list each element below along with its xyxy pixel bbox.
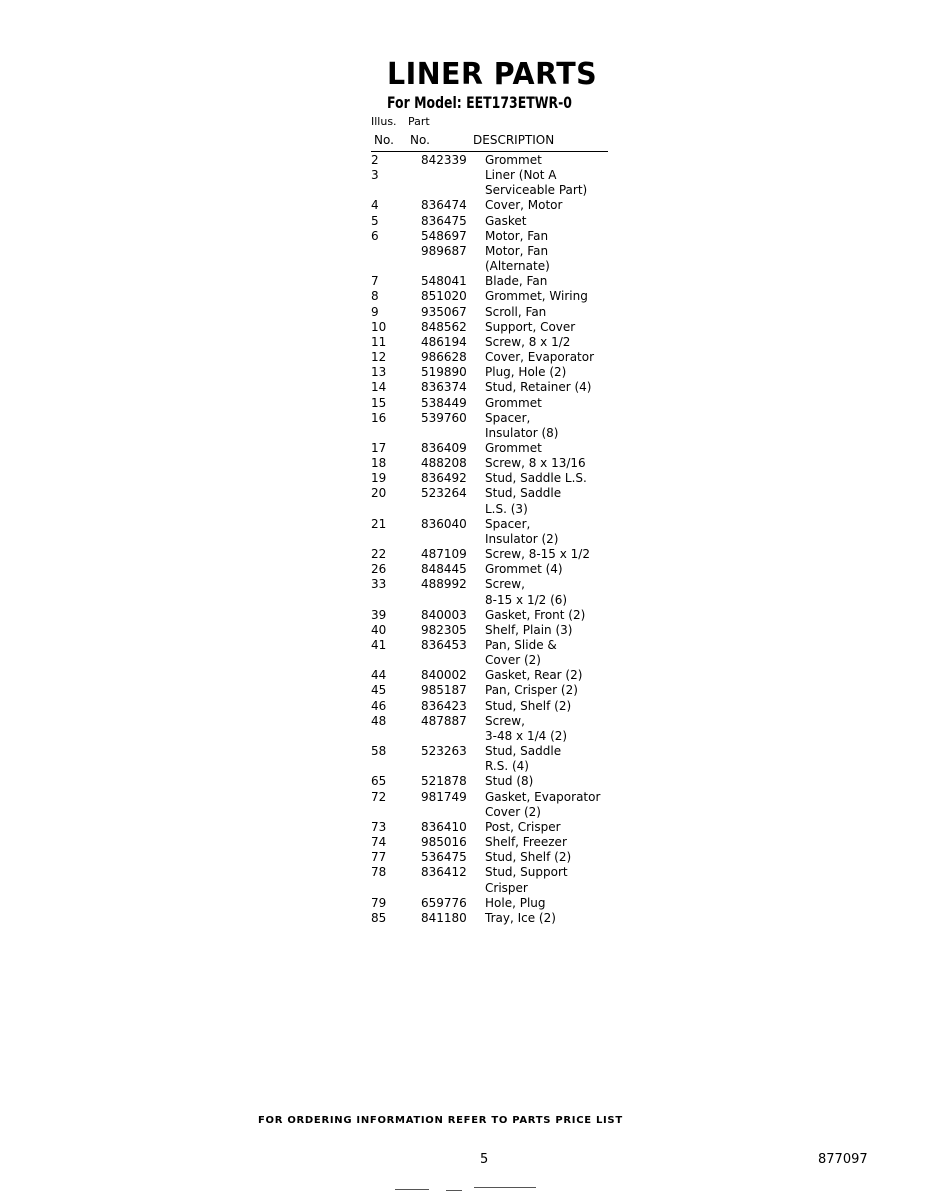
table-row bbox=[371, 335, 611, 350]
illus-number: 78 bbox=[371, 865, 387, 880]
table-row bbox=[371, 577, 611, 607]
part-description: 3-48 x 1/4 (2) bbox=[485, 728, 568, 743]
part-description: (Alternate) bbox=[485, 259, 550, 274]
part-number: 841180 bbox=[421, 910, 467, 925]
model-subtitle: For Model: EET173ETWR-0 bbox=[387, 93, 572, 112]
illus-number: 19 bbox=[371, 471, 387, 486]
table-row bbox=[371, 456, 611, 471]
illus-number: 40 bbox=[371, 622, 387, 637]
illus-number: 39 bbox=[371, 607, 387, 622]
table-row bbox=[371, 441, 611, 456]
part-number: 840003 bbox=[421, 607, 467, 622]
part-number: 523263 bbox=[421, 744, 467, 759]
part-description: R.S. (4) bbox=[485, 759, 529, 774]
illus-number: 79 bbox=[371, 895, 387, 910]
illus-number: 12 bbox=[371, 350, 387, 365]
part-number: 521878 bbox=[421, 774, 467, 789]
table-row bbox=[371, 547, 611, 562]
illus-number: 15 bbox=[371, 395, 387, 410]
scan-artifact bbox=[446, 1190, 462, 1191]
part-description: Shelf, Freezer bbox=[485, 835, 567, 850]
illus-number: 73 bbox=[371, 819, 387, 834]
part-description: Blade, Fan bbox=[485, 274, 548, 289]
table-row bbox=[371, 244, 611, 274]
part-number: 486194 bbox=[421, 334, 467, 349]
table-row bbox=[371, 790, 611, 820]
part-number: 523264 bbox=[421, 486, 467, 501]
table-row bbox=[371, 699, 611, 714]
table-row bbox=[371, 168, 611, 198]
part-number: 985187 bbox=[421, 683, 467, 698]
illus-header-top: Illus. bbox=[371, 115, 397, 128]
table-row bbox=[371, 683, 611, 698]
description-header: DESCRIPTION bbox=[473, 133, 555, 147]
table-row bbox=[371, 486, 611, 516]
part-description: Grommet bbox=[485, 395, 542, 410]
part-number: 548041 bbox=[421, 274, 467, 289]
part-description: Stud, Saddle L.S. bbox=[485, 471, 587, 486]
part-description: Spacer, bbox=[485, 516, 531, 531]
part-number: 836475 bbox=[421, 213, 467, 228]
table-row bbox=[371, 380, 611, 395]
part-header-bottom: No. bbox=[410, 133, 430, 147]
illus-number: 13 bbox=[371, 365, 387, 380]
table-row bbox=[371, 350, 611, 365]
part-number: 848445 bbox=[421, 562, 467, 577]
part-description: Post, Crisper bbox=[485, 819, 561, 834]
table-row bbox=[371, 289, 611, 304]
table-row bbox=[371, 608, 611, 623]
part-number: 981749 bbox=[421, 789, 467, 804]
part-description: Motor, Fan bbox=[485, 228, 549, 243]
document-number: 877097 bbox=[818, 1152, 868, 1167]
illus-number: 22 bbox=[371, 547, 387, 562]
part-description: Gasket bbox=[485, 213, 527, 228]
page-number: 5 bbox=[480, 1152, 489, 1167]
illus-number: 20 bbox=[371, 486, 387, 501]
illus-number: 10 bbox=[371, 319, 387, 334]
part-description: Screw, 8 x 1/2 bbox=[485, 334, 571, 349]
part-number: 836412 bbox=[421, 865, 467, 880]
table-row bbox=[371, 214, 611, 229]
illus-number: 11 bbox=[371, 334, 387, 349]
ordering-note: FOR ORDERING INFORMATION REFER TO PARTS PRICE LIST bbox=[258, 1115, 623, 1126]
part-description: Spacer, bbox=[485, 410, 531, 425]
table-row bbox=[371, 274, 611, 289]
illus-number: 26 bbox=[371, 562, 387, 577]
header-rule bbox=[371, 151, 608, 152]
table-row bbox=[371, 320, 611, 335]
part-number: 836474 bbox=[421, 198, 467, 213]
part-number: 519890 bbox=[421, 365, 467, 380]
table-row bbox=[371, 865, 611, 895]
part-description: Scroll, Fan bbox=[485, 304, 547, 319]
part-description: Screw, bbox=[485, 577, 525, 592]
part-description: Stud, Saddle bbox=[485, 486, 562, 501]
part-number: 836409 bbox=[421, 440, 467, 455]
part-number: 840002 bbox=[421, 668, 467, 683]
part-number: 836423 bbox=[421, 698, 467, 713]
scan-artifact bbox=[474, 1187, 536, 1188]
illus-number: 3 bbox=[371, 168, 379, 183]
part-number: 488992 bbox=[421, 577, 467, 592]
table-row bbox=[371, 668, 611, 683]
illus-number: 74 bbox=[371, 835, 387, 850]
part-number: 986628 bbox=[421, 350, 467, 365]
part-description: Insulator (2) bbox=[485, 531, 559, 546]
part-description: Hole, Plug bbox=[485, 895, 546, 910]
table-row bbox=[371, 305, 611, 320]
table-row bbox=[371, 562, 611, 577]
table-row bbox=[371, 774, 611, 789]
part-description: Grommet (4) bbox=[485, 562, 563, 577]
illus-number: 14 bbox=[371, 380, 387, 395]
table-row bbox=[371, 198, 611, 213]
part-number: 539760 bbox=[421, 410, 467, 425]
part-description: Tray, Ice (2) bbox=[485, 910, 556, 925]
table-row bbox=[371, 911, 611, 926]
part-description: Serviceable Part) bbox=[485, 183, 588, 198]
table-row bbox=[371, 744, 611, 774]
table-row bbox=[371, 365, 611, 380]
illus-number: 17 bbox=[371, 440, 387, 455]
table-row bbox=[371, 850, 611, 865]
part-description: 8-15 x 1/2 (6) bbox=[485, 592, 568, 607]
table-row bbox=[371, 153, 611, 168]
illus-number: 7 bbox=[371, 274, 379, 289]
illus-number: 77 bbox=[371, 850, 387, 865]
part-description: Cover, Evaporator bbox=[485, 350, 595, 365]
part-description: Stud (8) bbox=[485, 774, 534, 789]
part-description: Screw, bbox=[485, 713, 525, 728]
part-description: Crisper bbox=[485, 880, 528, 895]
illus-number: 46 bbox=[371, 698, 387, 713]
part-description: Cover (2) bbox=[485, 653, 541, 668]
illus-number: 85 bbox=[371, 910, 387, 925]
part-number: 836453 bbox=[421, 638, 467, 652]
part-description: Screw, 8-15 x 1/2 bbox=[485, 547, 590, 562]
illus-number: 16 bbox=[371, 410, 387, 425]
table-row bbox=[371, 623, 611, 638]
part-number: 536475 bbox=[421, 850, 467, 865]
table-row bbox=[371, 411, 611, 441]
part-description: Stud, Saddle bbox=[485, 744, 562, 759]
part-number: 935067 bbox=[421, 304, 467, 319]
table-row bbox=[371, 835, 611, 850]
part-description: Cover (2) bbox=[485, 804, 541, 819]
part-number: 487109 bbox=[421, 547, 467, 562]
part-description: Shelf, Plain (3) bbox=[485, 622, 573, 637]
part-number: 851020 bbox=[421, 289, 467, 304]
part-number: 989687 bbox=[421, 243, 467, 258]
part-description: Plug, Hole (2) bbox=[485, 365, 567, 380]
illus-number: 58 bbox=[371, 744, 387, 759]
part-number: 836374 bbox=[421, 380, 467, 395]
part-description: Gasket, Rear (2) bbox=[485, 668, 583, 683]
part-number: 538449 bbox=[421, 395, 467, 410]
part-description: Gasket, Evaporator bbox=[485, 789, 601, 804]
part-description: Stud, Support bbox=[485, 865, 568, 880]
illus-number: 44 bbox=[371, 668, 387, 683]
part-description: Cover, Motor bbox=[485, 198, 563, 213]
part-description: Insulator (8) bbox=[485, 425, 559, 440]
part-header-top: Part bbox=[408, 115, 430, 128]
part-number: 487887 bbox=[421, 713, 467, 728]
illus-number: 18 bbox=[371, 456, 387, 471]
part-description: Motor, Fan bbox=[485, 243, 549, 258]
illus-number: 6 bbox=[371, 228, 379, 243]
part-description: Gasket, Front (2) bbox=[485, 607, 586, 622]
illus-number: 65 bbox=[371, 774, 387, 789]
part-description: L.S. (3) bbox=[485, 501, 528, 516]
illus-number: 45 bbox=[371, 683, 387, 698]
parts-list bbox=[371, 153, 611, 926]
table-row bbox=[371, 517, 611, 547]
illus-number: 8 bbox=[371, 289, 379, 304]
table-row bbox=[371, 396, 611, 411]
part-number: 985016 bbox=[421, 835, 467, 850]
part-number: 836492 bbox=[421, 471, 467, 486]
table-row bbox=[371, 820, 611, 835]
part-description: Stud, Shelf (2) bbox=[485, 850, 572, 865]
illus-number: 4 bbox=[371, 198, 379, 213]
part-description: Stud, Shelf (2) bbox=[485, 698, 572, 713]
illus-number: 2 bbox=[371, 153, 379, 167]
illus-number: 72 bbox=[371, 789, 387, 804]
illus-number: 48 bbox=[371, 713, 387, 728]
part-description: Grommet bbox=[485, 440, 542, 455]
illus-number: 21 bbox=[371, 516, 387, 531]
part-description: Grommet, Wiring bbox=[485, 289, 588, 304]
illus-number: 5 bbox=[371, 213, 379, 228]
part-description: Liner (Not A bbox=[485, 168, 557, 183]
part-number: 548697 bbox=[421, 228, 467, 243]
table-row bbox=[371, 471, 611, 486]
illus-header-bottom: No. bbox=[374, 133, 394, 147]
table-row bbox=[371, 229, 611, 244]
part-description: Grommet bbox=[485, 153, 542, 167]
illus-number: 33 bbox=[371, 577, 387, 592]
part-number: 836040 bbox=[421, 516, 467, 531]
page-title: LINER PARTS bbox=[387, 57, 598, 92]
illus-number: 9 bbox=[371, 304, 379, 319]
scan-artifact bbox=[395, 1189, 429, 1190]
part-number: 848562 bbox=[421, 319, 467, 334]
part-number: 659776 bbox=[421, 895, 467, 910]
part-description: Pan, Slide & bbox=[485, 638, 557, 652]
part-number: 836410 bbox=[421, 819, 467, 834]
table-row bbox=[371, 896, 611, 911]
part-number: 842339 bbox=[421, 153, 467, 167]
part-description: Screw, 8 x 13/16 bbox=[485, 456, 586, 471]
part-description: Pan, Crisper (2) bbox=[485, 683, 578, 698]
part-description: Support, Cover bbox=[485, 319, 576, 334]
part-number: 982305 bbox=[421, 622, 467, 637]
part-number: 488208 bbox=[421, 456, 467, 471]
table-row bbox=[371, 714, 611, 744]
table-row bbox=[371, 638, 611, 668]
illus-number: 41 bbox=[371, 638, 387, 652]
part-description: Stud, Retainer (4) bbox=[485, 380, 592, 395]
